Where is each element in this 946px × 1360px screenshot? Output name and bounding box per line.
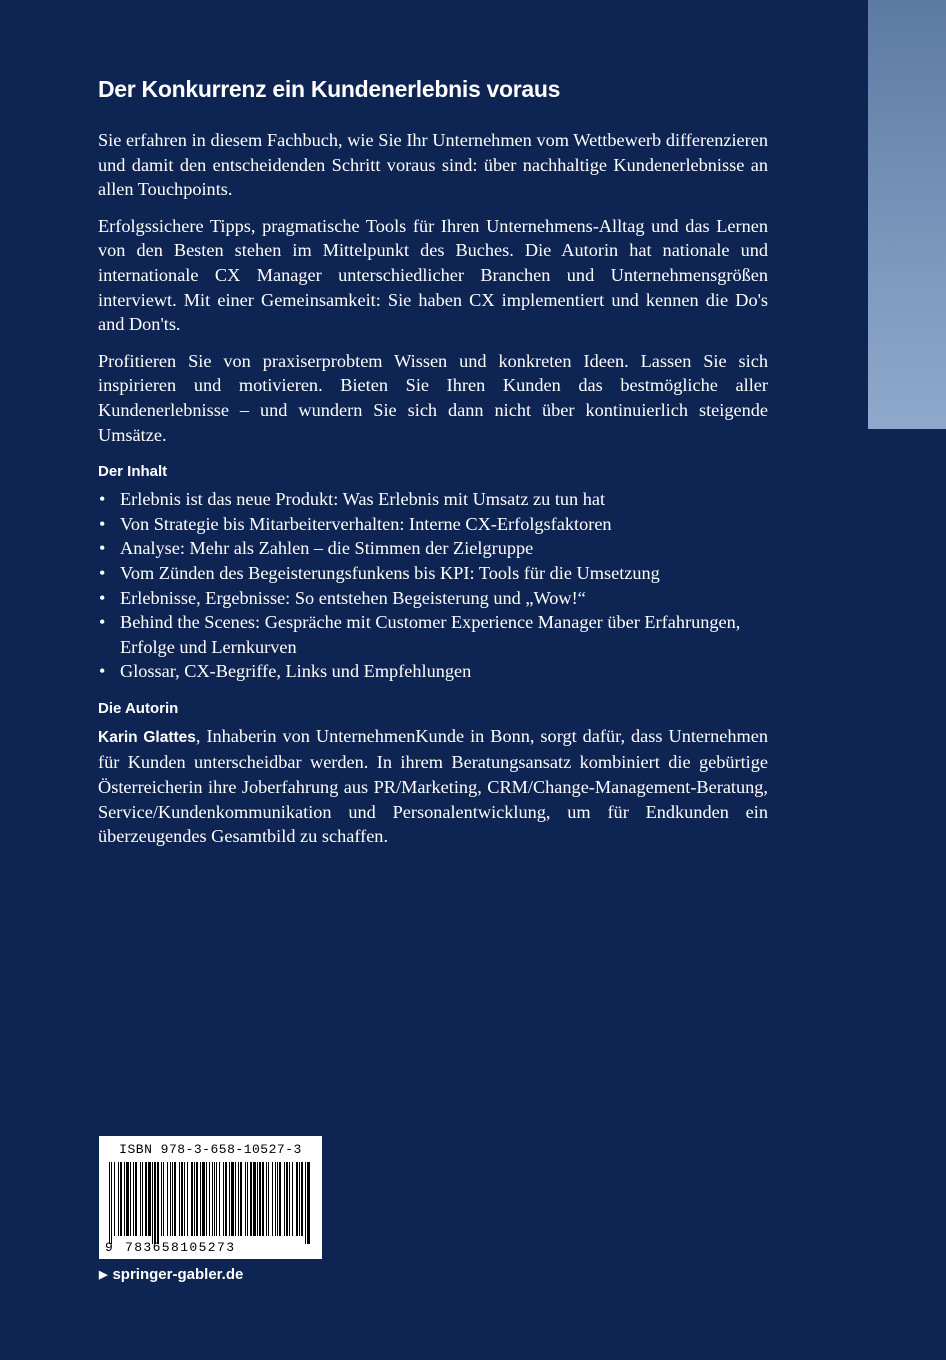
barcode-bar <box>142 1162 143 1236</box>
play-arrow-icon: ▶ <box>99 1269 108 1281</box>
barcode-bar <box>154 1162 156 1244</box>
barcode-bar <box>223 1162 224 1236</box>
barcode-bar <box>257 1162 258 1236</box>
contents-item-text: Erlebnis ist das neue Produkt: Was Erlebnis mit Umsatz zu tun hat <box>120 489 606 510</box>
barcode-bar <box>238 1162 239 1236</box>
contents-item-text: Von Strategie bis Mitarbeiterverhalten: Interne CX-Erfolgsfaktoren <box>120 513 612 534</box>
barcode-bar <box>296 1162 298 1236</box>
publisher-website-link[interactable] <box>99 1266 243 1283</box>
barcode-bar <box>133 1162 134 1236</box>
barcode-bar <box>157 1162 159 1244</box>
bullet-icon: • <box>99 513 106 534</box>
website-url: springer-gabler.de <box>112 1266 244 1283</box>
barcode-bar <box>118 1162 119 1236</box>
barcode-bar <box>187 1162 188 1236</box>
contents-item <box>98 487 768 512</box>
barcode-bar <box>307 1162 310 1244</box>
bullet-icon: • <box>99 562 106 583</box>
barcode-bar <box>279 1162 281 1236</box>
spine-gradient-stripe <box>868 0 946 429</box>
barcode-first-digit: 9 <box>105 1240 113 1255</box>
barcode-bar <box>214 1162 215 1236</box>
contents-item-text: Erlebnisse, Ergebnisse: So entstehen Begeisterung und „Wow!“ <box>120 587 586 608</box>
barcode-bar <box>259 1162 261 1236</box>
barcode-bar <box>206 1162 207 1236</box>
barcode-bar <box>212 1162 213 1236</box>
contents-item-text: Glossar, CX-Begriffe, Links und Empfehlungen <box>120 661 472 682</box>
barcode-bar <box>135 1162 137 1236</box>
contents-item <box>98 659 768 684</box>
contents-item <box>98 512 768 537</box>
barcode-bar <box>292 1162 293 1236</box>
barcode-bar <box>184 1162 185 1236</box>
barcode-digit-string: 783658105273 <box>125 1240 236 1255</box>
intro-paragraph-2: Erfolgssichere Tipps, pragmatische Tools für Ihren Unternehmens-Alltag und das Lernen von den Besten stehen im Mittelpunkt des Buches. Die Autorin hat nationale und internationale CX Manager unterschiedlicher Branchen und Unternehmensgrößen interviewt. Mit einer Gemeinsamkeit: Sie haben CX implementiert und kennen die Do's and Don'ts. <box>98 215 768 335</box>
barcode-bar <box>305 1162 306 1244</box>
barcode-bar <box>167 1162 168 1236</box>
contents-item <box>98 561 768 586</box>
barcode-bar <box>209 1162 210 1236</box>
barcode-bar <box>250 1162 252 1236</box>
barcode-bar <box>289 1162 290 1236</box>
barcode-bar <box>148 1162 151 1236</box>
intro-paragraph-1: Sie erfahren in diesem Fachbuch, wie Sie Ihr Unternehmen vom Wettbewerb differenzieren und damit den entscheidenden Schritt voraus sind: über nachhaltige Kundenerlebnisse an allen Touchpoints. <box>98 130 768 200</box>
barcode-bar <box>235 1162 236 1236</box>
barcode-bar <box>145 1162 147 1236</box>
barcode-bar <box>181 1162 183 1236</box>
barcode-bar <box>109 1162 110 1244</box>
barcode-bar <box>114 1162 115 1236</box>
barcode-bar <box>179 1162 180 1236</box>
barcode-bar <box>286 1162 288 1236</box>
barcode-bar <box>126 1162 129 1236</box>
contents-list <box>98 487 768 684</box>
barcode-bar <box>194 1162 195 1236</box>
barcode-bar <box>225 1162 227 1236</box>
barcode-bar <box>275 1162 276 1236</box>
barcode-bar <box>240 1162 242 1236</box>
barcode-bar <box>202 1162 205 1236</box>
bullet-icon: • <box>99 538 106 559</box>
bullet-icon: • <box>99 587 106 608</box>
barcode-bar <box>301 1162 303 1236</box>
barcode-bar <box>229 1162 230 1236</box>
barcode-bar <box>174 1162 176 1236</box>
barcode-bar <box>268 1162 269 1236</box>
contents-item-text: Analyse: Mehr als Zahlen – die Stimmen der Zielgruppe <box>120 538 534 559</box>
barcode-bar <box>140 1162 141 1236</box>
barcode-bar <box>245 1162 246 1236</box>
bullet-icon: • <box>99 612 106 633</box>
isbn-label: ISBN 978-3-658-10527-3 <box>119 1142 302 1157</box>
bullet-icon: • <box>99 489 106 510</box>
barcode-bar <box>272 1162 273 1236</box>
barcode-bar <box>161 1162 162 1236</box>
barcode-bar <box>200 1162 201 1236</box>
barcode-bar <box>262 1162 264 1236</box>
bullet-icon: • <box>99 661 106 682</box>
back-cover-text <box>98 74 768 849</box>
barcode-bar <box>216 1162 217 1236</box>
author-bio <box>98 724 768 849</box>
contents-item <box>98 536 768 561</box>
barcode-bar <box>130 1162 131 1236</box>
contents-heading: Der Inhalt <box>98 463 168 481</box>
headline: Der Konkurrenz ein Kundenerlebnis voraus <box>98 76 561 102</box>
barcode-bar <box>111 1162 112 1244</box>
author-name: Karin Glattes <box>98 728 196 746</box>
barcode-bar <box>284 1162 285 1236</box>
barcode-bar <box>152 1162 153 1244</box>
barcode-bar <box>277 1162 278 1236</box>
barcode-bar <box>172 1162 173 1236</box>
barcode-bar <box>253 1162 256 1236</box>
barcode-bar <box>124 1162 125 1236</box>
contents-item-text: Vom Zünden des Begeisterungsfunkens bis KPI: Tools für die Umsetzung <box>120 562 660 583</box>
barcode-bar <box>191 1162 193 1236</box>
barcode-bar <box>231 1162 234 1236</box>
author-heading: Die Autorin <box>98 699 179 717</box>
barcode-bar <box>170 1162 171 1236</box>
contents-item <box>98 610 768 659</box>
barcode-bar <box>196 1162 198 1236</box>
barcode-bar <box>299 1162 300 1236</box>
author-bio-text: , Inhaberin von UnternehmenKunde in Bonn, sorgt dafür, dass Unternehmen für Kunden unterscheidbar werden. In ihrem Beratungsansatz kombiniert die gebürtige Österreicherin ihre Joberfahrung aus PR/Marketing, CRM/Change-Management-Beratung, Service/Kundenkommunikation und Personalentwicklung, um für Endkunden ein überzeugendes Gesamtbild zu schaffen. <box>98 725 768 847</box>
barcode-bar <box>219 1162 220 1236</box>
contents-item-text: Behind the Scenes: Gespräche mit Customer Experience Manager über Erfahrungen, Erfolge und Lernkurven <box>120 612 741 657</box>
barcode-bar <box>266 1162 267 1236</box>
barcode-bar <box>163 1162 164 1236</box>
barcode-bar <box>247 1162 248 1236</box>
barcode-bars <box>107 1162 314 1244</box>
intro-paragraph-3: Profitieren Sie von praxiserprobtem Wissen und konkreten Ideen. Lassen Sie sich inspirieren und motivieren. Bieten Sie Ihren Kunden das bestmögliche aller Kundenerlebnisse – und wundern Sie sich dann nicht über kontinuierlich steigende Umsätze. <box>98 350 768 445</box>
contents-item <box>98 586 768 611</box>
isbn-barcode <box>99 1136 322 1259</box>
barcode-bar <box>120 1162 122 1236</box>
